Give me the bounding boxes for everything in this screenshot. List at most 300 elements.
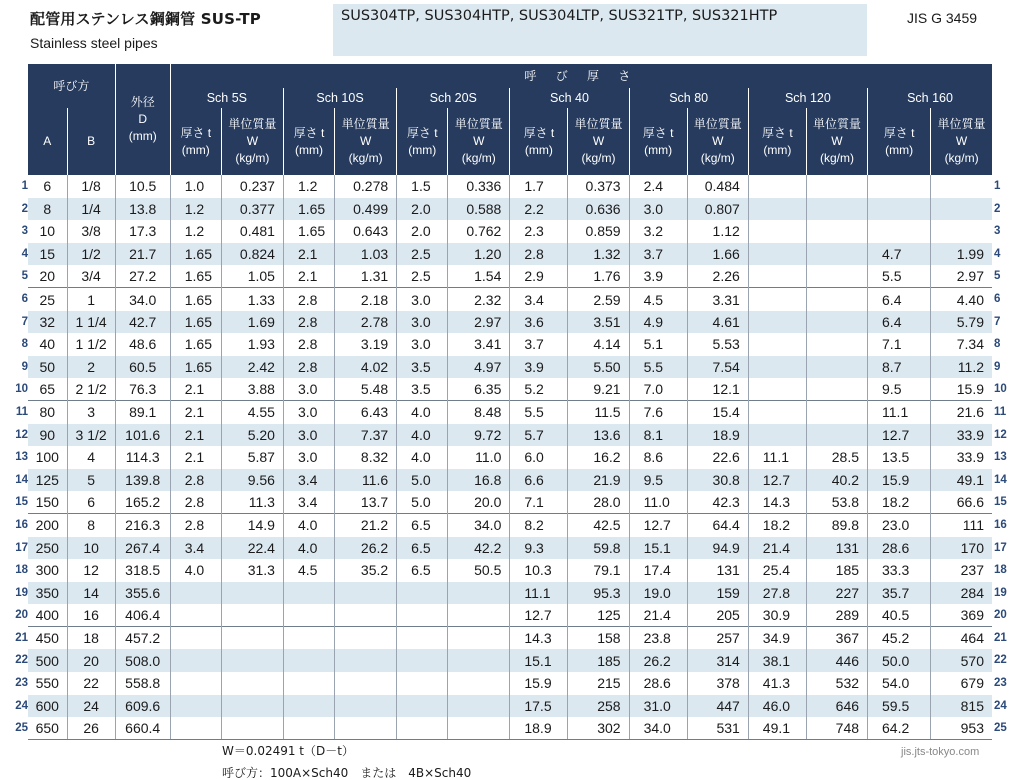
- cell-thickness: 23.8: [629, 627, 687, 650]
- cell-weight: 34.0: [448, 514, 510, 537]
- row-number: 15: [15, 496, 28, 509]
- cell-weight: [221, 695, 283, 718]
- cell-b: 24: [67, 695, 115, 718]
- cell-weight: 42.2: [448, 537, 510, 560]
- thickness-col-header: [629, 108, 687, 175]
- row-number: 6: [994, 292, 1001, 305]
- row-number: 4: [21, 247, 28, 260]
- od-header-symbol: D: [138, 112, 148, 126]
- row-number: 3: [21, 225, 28, 238]
- cell-thickness: 4.0: [170, 559, 221, 582]
- cell-weight: 5.50: [568, 356, 629, 379]
- table-row: [28, 378, 992, 401]
- cell-od: 48.6: [115, 333, 170, 356]
- cell-weight: [221, 627, 283, 650]
- cell-thickness: 3.0: [629, 198, 687, 221]
- cell-weight: 1.33: [221, 288, 283, 311]
- row-number: 21: [994, 631, 1007, 644]
- thickness-unit: (mm): [763, 142, 792, 157]
- weight-unit: (kg/m): [819, 151, 854, 165]
- cell-thickness: [170, 672, 221, 695]
- table-row: [28, 582, 992, 605]
- cell-thickness: 3.0: [283, 424, 334, 447]
- cell-thickness: 4.0: [397, 446, 448, 469]
- thickness-label: 厚さ t: [180, 125, 212, 140]
- cell-weight: 11.2: [931, 356, 992, 379]
- weight-symbol: W: [831, 134, 843, 148]
- od-header: [115, 64, 170, 175]
- cell-thickness: 1.2: [170, 220, 221, 243]
- weight-symbol: W: [712, 134, 724, 148]
- cell-thickness: 5.5: [868, 265, 931, 288]
- row-number: 22: [15, 654, 28, 667]
- cell-weight: 464: [931, 627, 992, 650]
- cell-thickness: 2.8: [170, 514, 221, 537]
- cell-thickness: 31.0: [629, 695, 687, 718]
- cell-a: 8: [28, 198, 67, 221]
- cell-thickness: 38.1: [748, 649, 806, 672]
- cell-weight: 257: [687, 627, 748, 650]
- cell-weight: 59.8: [568, 537, 629, 560]
- cell-thickness: 2.0: [397, 198, 448, 221]
- cell-thickness: 2.5: [397, 265, 448, 288]
- cell-weight: 131: [806, 537, 867, 560]
- cell-thickness: [397, 649, 448, 672]
- weight-unit: (kg/m): [944, 151, 979, 165]
- row-number: 23: [15, 677, 28, 690]
- cell-thickness: 1.65: [170, 265, 221, 288]
- cell-b: 5: [67, 469, 115, 492]
- weight-label: 単位質量: [693, 117, 742, 131]
- cell-weight: [806, 220, 867, 243]
- cell-thickness: 1.2: [283, 175, 334, 198]
- cell-thickness: 21.4: [629, 604, 687, 627]
- cell-weight: 1.99: [931, 243, 992, 266]
- cell-weight: 0.859: [568, 220, 629, 243]
- cell-thickness: [170, 582, 221, 605]
- cell-weight: 28.5: [806, 446, 867, 469]
- cell-thickness: [170, 649, 221, 672]
- cell-thickness: 2.1: [283, 265, 334, 288]
- schedule-header: Sch 120: [748, 88, 867, 108]
- cell-thickness: [748, 265, 806, 288]
- cell-weight: 5.20: [221, 424, 283, 447]
- cell-weight: [448, 672, 510, 695]
- grades-list: SUS304TP, SUS304HTP, SUS304LTP, SUS321TP, SUS321HTP: [341, 8, 778, 24]
- cell-thickness: 2.8: [170, 469, 221, 492]
- thickness-label: 厚さ t: [406, 125, 438, 140]
- row-number: 1: [994, 180, 1001, 192]
- cell-thickness: 7.6: [629, 401, 687, 424]
- cell-thickness: 3.0: [283, 446, 334, 469]
- cell-thickness: [868, 175, 931, 198]
- row-number: 3: [994, 225, 1001, 238]
- cell-weight: 159: [687, 582, 748, 605]
- cell-thickness: 34.0: [629, 717, 687, 740]
- cell-thickness: 12.7: [510, 604, 568, 627]
- cell-thickness: [283, 695, 334, 718]
- row-number: 24: [15, 699, 28, 712]
- cell-thickness: 2.8: [283, 333, 334, 356]
- cell-thickness: 4.0: [397, 401, 448, 424]
- weight-label: 単位質量: [812, 117, 861, 131]
- cell-weight: 12.1: [687, 378, 748, 401]
- schedule-header: Sch 160: [868, 88, 992, 108]
- cell-b: 12: [67, 559, 115, 582]
- table-row: [28, 649, 992, 672]
- cell-thickness: 4.0: [397, 424, 448, 447]
- row-number: 9: [21, 360, 28, 373]
- cell-thickness: 5.5: [629, 356, 687, 379]
- cell-thickness: [397, 672, 448, 695]
- cell-weight: 16.2: [568, 446, 629, 469]
- row-number: 16: [994, 518, 1007, 531]
- cell-weight: [806, 311, 867, 334]
- cell-thickness: [170, 717, 221, 740]
- cell-thickness: [283, 672, 334, 695]
- cell-a: 650: [28, 717, 67, 740]
- cell-thickness: 15.1: [629, 537, 687, 560]
- cell-a: 300: [35, 562, 59, 579]
- schedule-header: Sch 10S: [283, 88, 396, 108]
- row-number: 1: [21, 180, 28, 192]
- thickness-col-header: [397, 108, 448, 175]
- cell-weight: [335, 604, 397, 627]
- table-row: [28, 198, 992, 221]
- cell-weight: 125: [568, 604, 629, 627]
- thickness-unit: (mm): [644, 142, 673, 157]
- cell-thickness: [748, 198, 806, 221]
- cell-weight: 33.9: [931, 424, 992, 447]
- cell-thickness: 11.0: [629, 491, 687, 514]
- cell-thickness: [397, 717, 448, 740]
- cell-thickness: [397, 627, 448, 650]
- cell-thickness: 15.9: [868, 469, 931, 492]
- cell-thickness: 2.5: [397, 243, 448, 266]
- cell-weight: 42.3: [687, 491, 748, 514]
- cell-weight: 5.48: [335, 378, 397, 401]
- cell-weight: 2.78: [335, 311, 397, 334]
- cell-od: 406.4: [115, 604, 170, 627]
- cell-a: 25: [28, 288, 67, 311]
- cell-thickness: 2.1: [170, 424, 221, 447]
- cell-b: 14: [67, 582, 115, 605]
- cell-weight: 0.336: [448, 175, 510, 198]
- cell-a: 32: [28, 311, 67, 334]
- cell-thickness: 3.4: [283, 491, 334, 514]
- cell-thickness: 2.8: [283, 356, 334, 379]
- cell-b: 16: [67, 604, 115, 627]
- row-number: 7: [21, 315, 28, 328]
- cell-thickness: 4.7: [868, 243, 931, 266]
- cell-b: 2: [67, 356, 115, 379]
- cell-weight: 227: [806, 582, 867, 605]
- cell-thickness: 6.4: [868, 311, 931, 334]
- cell-weight: 3.88: [221, 378, 283, 401]
- cell-weight: 64.4: [687, 514, 748, 537]
- cell-thickness: 3.9: [510, 356, 568, 379]
- cell-od: 508.0: [115, 649, 170, 672]
- cell-thickness: 18.2: [748, 514, 806, 537]
- cell-thickness: 2.1: [170, 401, 221, 424]
- row-number: 10: [15, 383, 28, 396]
- schedule-header: Sch 20S: [397, 88, 510, 108]
- cell-thickness: 7.0: [629, 378, 687, 401]
- table-row: [28, 604, 992, 627]
- cell-thickness: 19.0: [629, 582, 687, 605]
- cell-weight: [806, 378, 867, 401]
- thickness-label: 厚さ t: [762, 125, 793, 140]
- row-number: 18: [15, 564, 28, 577]
- row-number: 22: [994, 654, 1007, 667]
- thickness-col-header: [283, 108, 334, 175]
- page-subtitle: Stainless steel pipes: [30, 35, 158, 51]
- cell-weight: 1.32: [568, 243, 629, 266]
- cell-thickness: [748, 378, 806, 401]
- cell-weight: 302: [568, 717, 629, 740]
- cell-weight: 35.2: [335, 559, 397, 582]
- cell-weight: 11.6: [335, 469, 397, 492]
- cell-weight: [221, 649, 283, 672]
- cell-od: 318.5: [115, 559, 170, 582]
- cell-a: 15: [28, 243, 67, 266]
- cell-weight: [335, 582, 397, 605]
- cell-thickness: 1.65: [283, 198, 334, 221]
- cell-weight: 378: [687, 672, 748, 695]
- weight-unit: (kg/m): [461, 151, 496, 165]
- cell-thickness: 3.0: [283, 401, 334, 424]
- cell-weight: 369: [931, 604, 992, 627]
- cell-weight: 314: [687, 649, 748, 672]
- cell-od: 76.3: [115, 378, 170, 401]
- cell-weight: 3.19: [335, 333, 397, 356]
- cell-thickness: 34.9: [748, 627, 806, 650]
- cell-weight: 953: [931, 717, 992, 740]
- table-body: [28, 175, 992, 740]
- cell-weight: 95.3: [568, 582, 629, 605]
- cell-weight: 26.2: [335, 537, 397, 560]
- row-number: 20: [15, 609, 28, 622]
- weight-formula: W＝0.02491 t（D－t）: [222, 744, 354, 758]
- cell-thickness: 2.8: [170, 491, 221, 514]
- cell-weight: 0.807: [687, 198, 748, 221]
- cell-weight: 646: [806, 695, 867, 718]
- pipe-table: [28, 64, 992, 740]
- cell-weight: [806, 198, 867, 221]
- table-row: [28, 220, 992, 243]
- cell-od: 17.3: [115, 220, 170, 243]
- cell-thickness: 4.0: [283, 537, 334, 560]
- cell-thickness: [397, 695, 448, 718]
- weight-col-header: [687, 108, 748, 175]
- cell-thickness: 3.2: [629, 220, 687, 243]
- cell-weight: 1.12: [687, 220, 748, 243]
- row-number: 11: [15, 405, 28, 418]
- weight-label: 単位質量: [574, 117, 623, 131]
- cell-thickness: 2.0: [397, 220, 448, 243]
- cell-weight: [806, 424, 867, 447]
- row-number: 25: [994, 722, 1007, 735]
- table-row: [28, 469, 992, 492]
- cell-weight: [806, 356, 867, 379]
- table-row: [28, 672, 992, 695]
- cell-thickness: 2.3: [510, 220, 568, 243]
- cell-thickness: 2.2: [510, 198, 568, 221]
- cell-thickness: 1.65: [170, 333, 221, 356]
- thickness-col-header: [748, 108, 806, 175]
- cell-weight: [335, 672, 397, 695]
- thickness-unit: (mm): [295, 142, 323, 157]
- cell-thickness: 21.4: [748, 537, 806, 560]
- nominal-example: 呼び方：100A×Sch40 または 4B×Sch40: [222, 766, 472, 780]
- cell-b: 8: [67, 514, 115, 537]
- cell-thickness: 1.65: [170, 356, 221, 379]
- cell-weight: [806, 333, 867, 356]
- cell-weight: 0.643: [335, 220, 397, 243]
- schedule-header: Sch 40: [510, 88, 629, 108]
- cell-a: 250: [28, 537, 67, 560]
- cell-thickness: [748, 311, 806, 334]
- cell-b: 3 1/2: [67, 424, 115, 447]
- cell-thickness: 3.9: [629, 265, 687, 288]
- cell-thickness: 3.0: [397, 333, 448, 356]
- cell-thickness: 14.3: [510, 627, 568, 650]
- cell-weight: 2.97: [931, 265, 992, 288]
- cell-weight: 111: [931, 514, 992, 537]
- cell-weight: [335, 649, 397, 672]
- cell-b: 3/8: [67, 220, 115, 243]
- cell-thickness: 3.4: [510, 288, 568, 311]
- cell-weight: 0.481: [221, 220, 283, 243]
- cell-weight: 570: [931, 649, 992, 672]
- cell-weight: 9.56: [221, 469, 283, 492]
- weight-label: 単位質量: [454, 117, 503, 131]
- cell-od: 114.3: [115, 446, 170, 469]
- cell-weight: [221, 604, 283, 627]
- cell-weight: 21.6: [931, 401, 992, 424]
- cell-weight: [448, 717, 510, 740]
- table-row: [28, 356, 992, 379]
- cell-od: 139.8: [115, 469, 170, 492]
- thickness-unit: (mm): [524, 142, 553, 157]
- cell-thickness: 2.8: [283, 288, 334, 311]
- cell-weight: 15.9: [931, 378, 992, 401]
- cell-weight: 13.6: [568, 424, 629, 447]
- cell-a: 100: [35, 449, 59, 466]
- cell-weight: 7.34: [931, 333, 992, 356]
- cell-b: 1/2: [67, 243, 115, 266]
- cell-thickness: 3.5: [397, 378, 448, 401]
- row-number: 2: [21, 202, 28, 215]
- cell-thickness: 6.6: [510, 469, 568, 492]
- cell-thickness: 2.1: [170, 378, 221, 401]
- cell-thickness: [283, 582, 334, 605]
- cell-thickness: 4.5: [283, 559, 334, 582]
- cell-thickness: 1.65: [283, 220, 334, 243]
- cell-b: 18: [67, 627, 115, 650]
- cell-thickness: 49.1: [748, 717, 806, 740]
- row-number: 17: [994, 541, 1007, 554]
- cell-thickness: 6.4: [868, 288, 931, 311]
- cell-od: 457.2: [115, 627, 170, 650]
- cell-weight: 5.79: [931, 311, 992, 334]
- row-number: 23: [994, 677, 1007, 690]
- cell-weight: 532: [806, 672, 867, 695]
- cell-thickness: 28.6: [629, 672, 687, 695]
- cell-weight: 3.51: [568, 311, 629, 334]
- table-row: [28, 537, 992, 560]
- cell-thickness: 35.7: [868, 582, 931, 605]
- cell-thickness: 2.4: [629, 175, 687, 198]
- cell-thickness: 1.7: [510, 175, 568, 198]
- cell-b: 1: [67, 288, 115, 311]
- weight-col-header: [335, 108, 397, 175]
- cell-weight: 94.9: [687, 537, 748, 560]
- cell-thickness: 7.1: [868, 333, 931, 356]
- cell-od: 13.8: [115, 198, 170, 221]
- cell-weight: 11.0: [448, 446, 510, 469]
- cell-weight: 5.53: [687, 333, 748, 356]
- cell-thickness: 2.1: [283, 243, 334, 266]
- cell-thickness: 6.5: [397, 514, 448, 537]
- thickness-unit: (mm): [181, 142, 210, 157]
- cell-b: 1 1/2: [67, 333, 115, 356]
- cell-weight: 0.636: [568, 198, 629, 221]
- cell-thickness: 5.2: [510, 378, 568, 401]
- od-header-unit: (mm): [128, 129, 157, 143]
- cell-weight: 1.66: [687, 243, 748, 266]
- cell-weight: 748: [806, 717, 867, 740]
- table-row: [28, 288, 992, 311]
- cell-weight: 0.588: [448, 198, 510, 221]
- weight-col-header: [931, 108, 992, 175]
- cell-weight: 0.373: [568, 175, 629, 198]
- cell-thickness: 15.9: [510, 672, 568, 695]
- cell-thickness: 8.7: [868, 356, 931, 379]
- thickness-label: 厚さ t: [293, 125, 325, 140]
- cell-od: 34.0: [115, 288, 170, 311]
- cell-thickness: 8.6: [629, 446, 687, 469]
- cell-thickness: 64.2: [868, 717, 931, 740]
- table-row: [28, 311, 992, 334]
- cell-weight: 8.32: [335, 446, 397, 469]
- cell-weight: 679: [931, 672, 992, 695]
- cell-a: 50: [28, 356, 67, 379]
- cell-weight: [806, 288, 867, 311]
- cell-weight: 0.762: [448, 220, 510, 243]
- cell-weight: 0.278: [335, 175, 397, 198]
- cell-weight: 11.3: [221, 491, 283, 514]
- cell-b: 3: [67, 401, 115, 424]
- cell-thickness: 45.2: [868, 627, 931, 650]
- cell-weight: 531: [687, 717, 748, 740]
- cell-weight: [931, 220, 992, 243]
- cell-weight: [335, 627, 397, 650]
- cell-od: 267.4: [115, 537, 170, 560]
- cell-thickness: [397, 604, 448, 627]
- weight-unit: (kg/m): [348, 151, 383, 165]
- cell-thickness: 59.5: [868, 695, 931, 718]
- table-row: [28, 446, 992, 469]
- cell-thickness: 3.4: [283, 469, 334, 492]
- cell-a: 20: [39, 268, 56, 285]
- cell-thickness: [283, 604, 334, 627]
- row-number: 6: [21, 292, 28, 305]
- cell-b: 4: [67, 446, 115, 469]
- thickness-title: 呼 び 厚 さ: [170, 64, 992, 88]
- cell-thickness: 30.9: [748, 604, 806, 627]
- row-number: 14: [15, 473, 28, 486]
